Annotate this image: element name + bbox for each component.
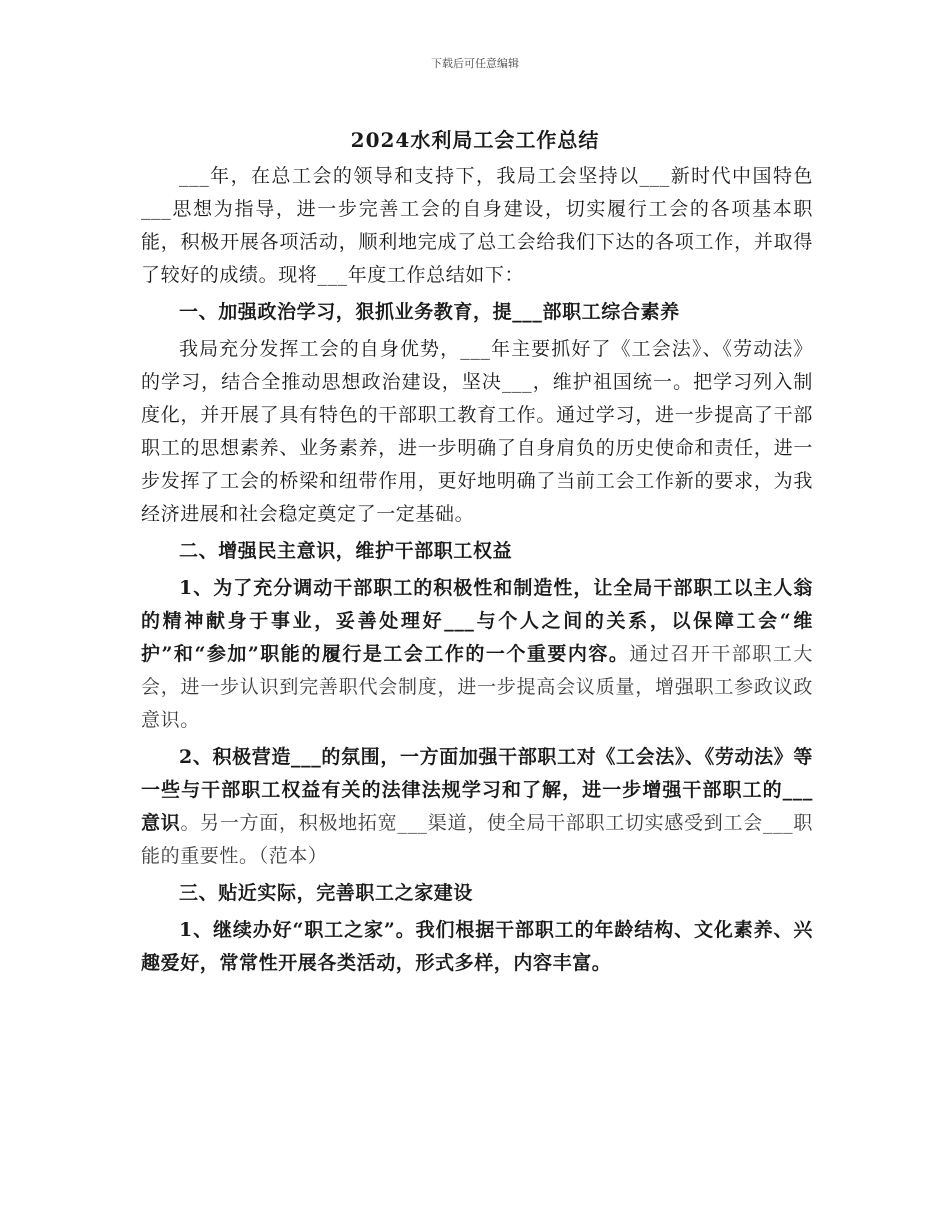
page-header-note: 下载后可任意编辑 (431, 57, 519, 70)
item-2-2-rest: 。另一方面，积极地拓宽___渠道，使全局干部职工切实感受到工会___职能的重要性。（范本） (141, 812, 813, 867)
item-2-1 (141, 572, 813, 737)
intro-paragraph: ___年，在总工会的领导和支持下，我局工会坚持以___新时代中国特色___思想为指导，进一步完善工会的自身建设，切实履行工会的各项基本职能，积极开展各项活动，顺利地完成了总工会给我们下达的各项工作，并取得了较好的成绩。现将___年度工作总结如下： (141, 165, 813, 286)
document-body (141, 160, 813, 984)
item-2-1-bold: 1、为了充分调动干部职工的积极性和制造性，让全局干部职工以主人翁的精神献身于事业，妥善处理好___与个人之间的关系，以保障工会“维护”和“参加”职能的履行是工会工作的一个重要内容。 (141, 577, 813, 665)
section-2-heading: 二、增强民主意识，维护干部职工权益 (179, 540, 513, 562)
item-2-1-rest: 通过召开干部职工大会，进一步认识到完善职代会制度，进一步提高会议质量，增强职工参政议政意识。 (141, 643, 813, 731)
item-3-1: 1、继续办好“职工之家”。我们根据干部职工的年龄结构、文化素养、兴趣爱好，常常性开展各类活动，形式多样，内容丰富。 (141, 919, 813, 974)
document-title: 2024水利局工会工作总结 (350, 128, 600, 152)
section-1-body: 我局充分发挥工会的自身优势，___年主要抓好了《工会法》、《劳动法》的学习，结合全推动思想政治建设，坚决___，维护祖国统一。把学习列入制度化，并开展了具有特色的干部职工教育工作。通过学习，进一步提高了干部职工的思想素养、业务素养，进一步明确了自身肩负的历史使命和责任，进一步发挥了工会的桥梁和纽带作用，更好地明确了当前工会工作新的要求，为我经济进展和社会稳定奠定了一定基础。 (141, 338, 813, 525)
section-3-heading: 三、贴近实际，完善职工之家建设 (179, 882, 474, 904)
item-2-2 (141, 741, 813, 873)
section-1-heading: 一、加强政治学习，狠抓业务教育，提___部职工综合素养 (179, 301, 680, 323)
item-2-2-bold: 2、积极营造___的氛围，一方面加强干部职工对《工会法》、《劳动法》等一些与干部职工权益有关的法律法规学习和了解，进一步增强干部职工的___意识 (141, 746, 813, 834)
